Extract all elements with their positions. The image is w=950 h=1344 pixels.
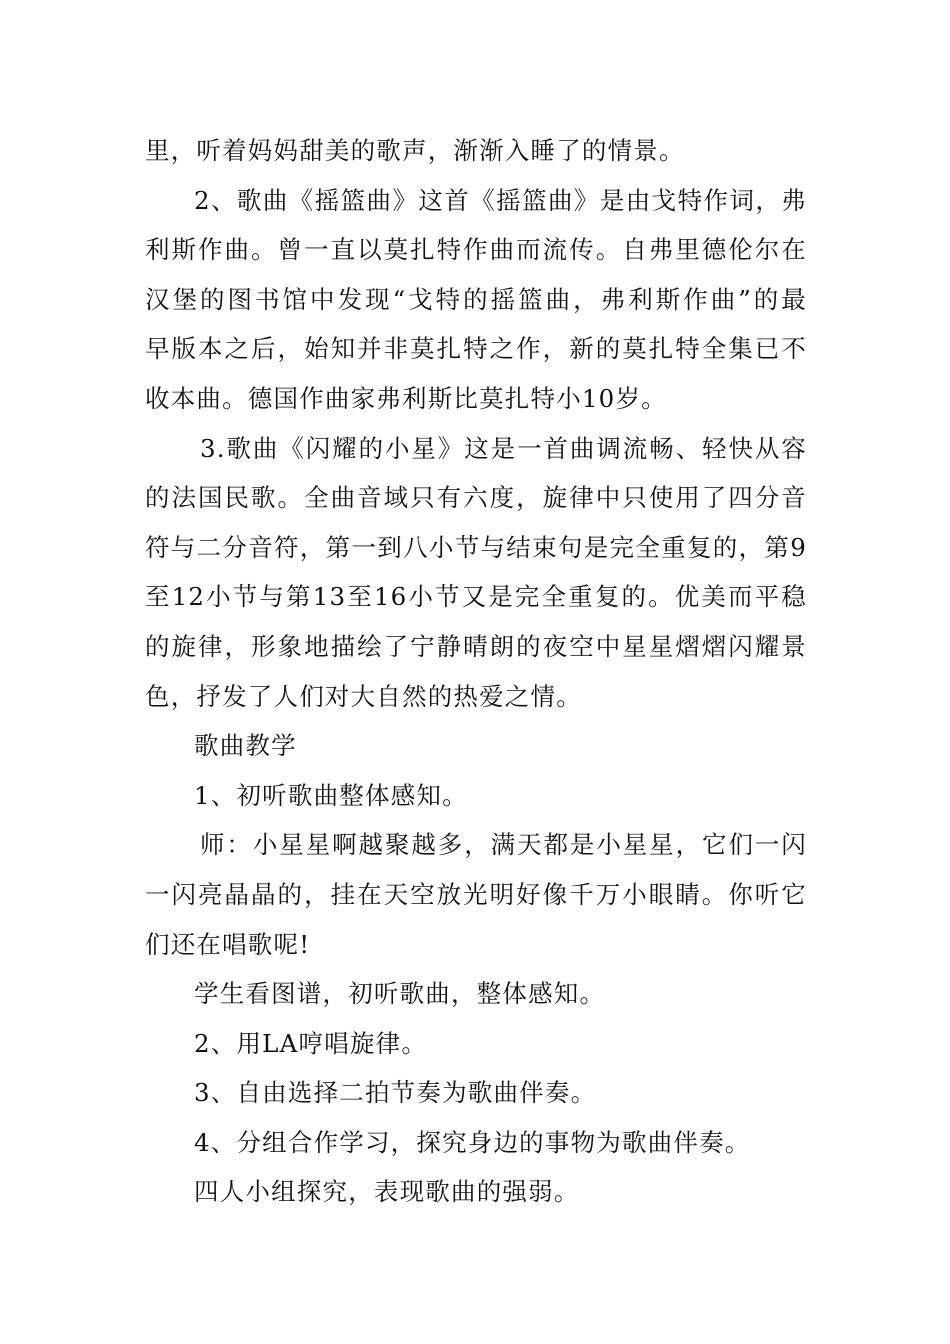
text-line: 利斯作曲。曾一直以莫扎特作曲而流传。自弗里德伦尔在	[145, 235, 807, 265]
text-line: 一闪亮晶晶的，挂在天空放光明好像千万小眼睛。你听它	[145, 879, 807, 909]
text-line: 4、分组合作学习，探究身边的事物为歌曲伴奏。	[194, 1127, 751, 1157]
text-line: 汉堡的图书馆中发现“戈特的摇篮曲，弗利斯作曲”的最	[145, 284, 807, 314]
text-line: 2、用LA哼唱旋律。	[194, 1028, 428, 1058]
text-line: 四人小组探究，表现歌曲的强弱。	[194, 1177, 580, 1207]
text-line: 学生看图谱，初听歌曲，整体感知。	[194, 979, 606, 1009]
text-line: 2、歌曲《摇篮曲》这首《摇篮曲》是由戈特作词，弗	[194, 185, 807, 215]
text-line: 至12小节与第13至16小节又是完全重复的。优美而平稳	[145, 582, 807, 612]
text-line: 里，听着妈妈甜美的歌声，渐渐入睡了的情景。	[145, 136, 685, 165]
text-line: 们还在唱歌呢!	[145, 929, 311, 959]
section-heading: 歌曲教学	[194, 731, 297, 761]
text-line: 师：小星星啊越聚越多，满天都是小星星，它们一闪	[200, 830, 807, 860]
text-line: 1、初听歌曲整体感知。	[194, 780, 468, 810]
text-line: 早版本之后，始知并非莫扎特之作，新的莫扎特全集已不	[145, 334, 807, 364]
text-line: 色，抒发了人们对大自然的热爱之情。	[145, 681, 582, 711]
text-line: 3.歌曲《闪耀的小星》这是一首曲调流畅、轻快从容	[200, 433, 807, 463]
document-body	[145, 128, 807, 1219]
text-line: 符与二分音符，第一到八小节与结束句是完全重复的，第9	[145, 532, 807, 562]
text-line: 的旋律，形象地描绘了宁静晴朗的夜空中星星熠熠闪耀景	[145, 631, 807, 661]
text-line: 的法国民歌。全曲音域只有六度，旋律中只使用了四分音	[145, 483, 807, 513]
text-line: 收本曲。德国作曲家弗利斯比莫扎特小10岁。	[145, 383, 667, 413]
text-line: 3、自由选择二拍节奏为歌曲伴奏。	[194, 1078, 597, 1108]
